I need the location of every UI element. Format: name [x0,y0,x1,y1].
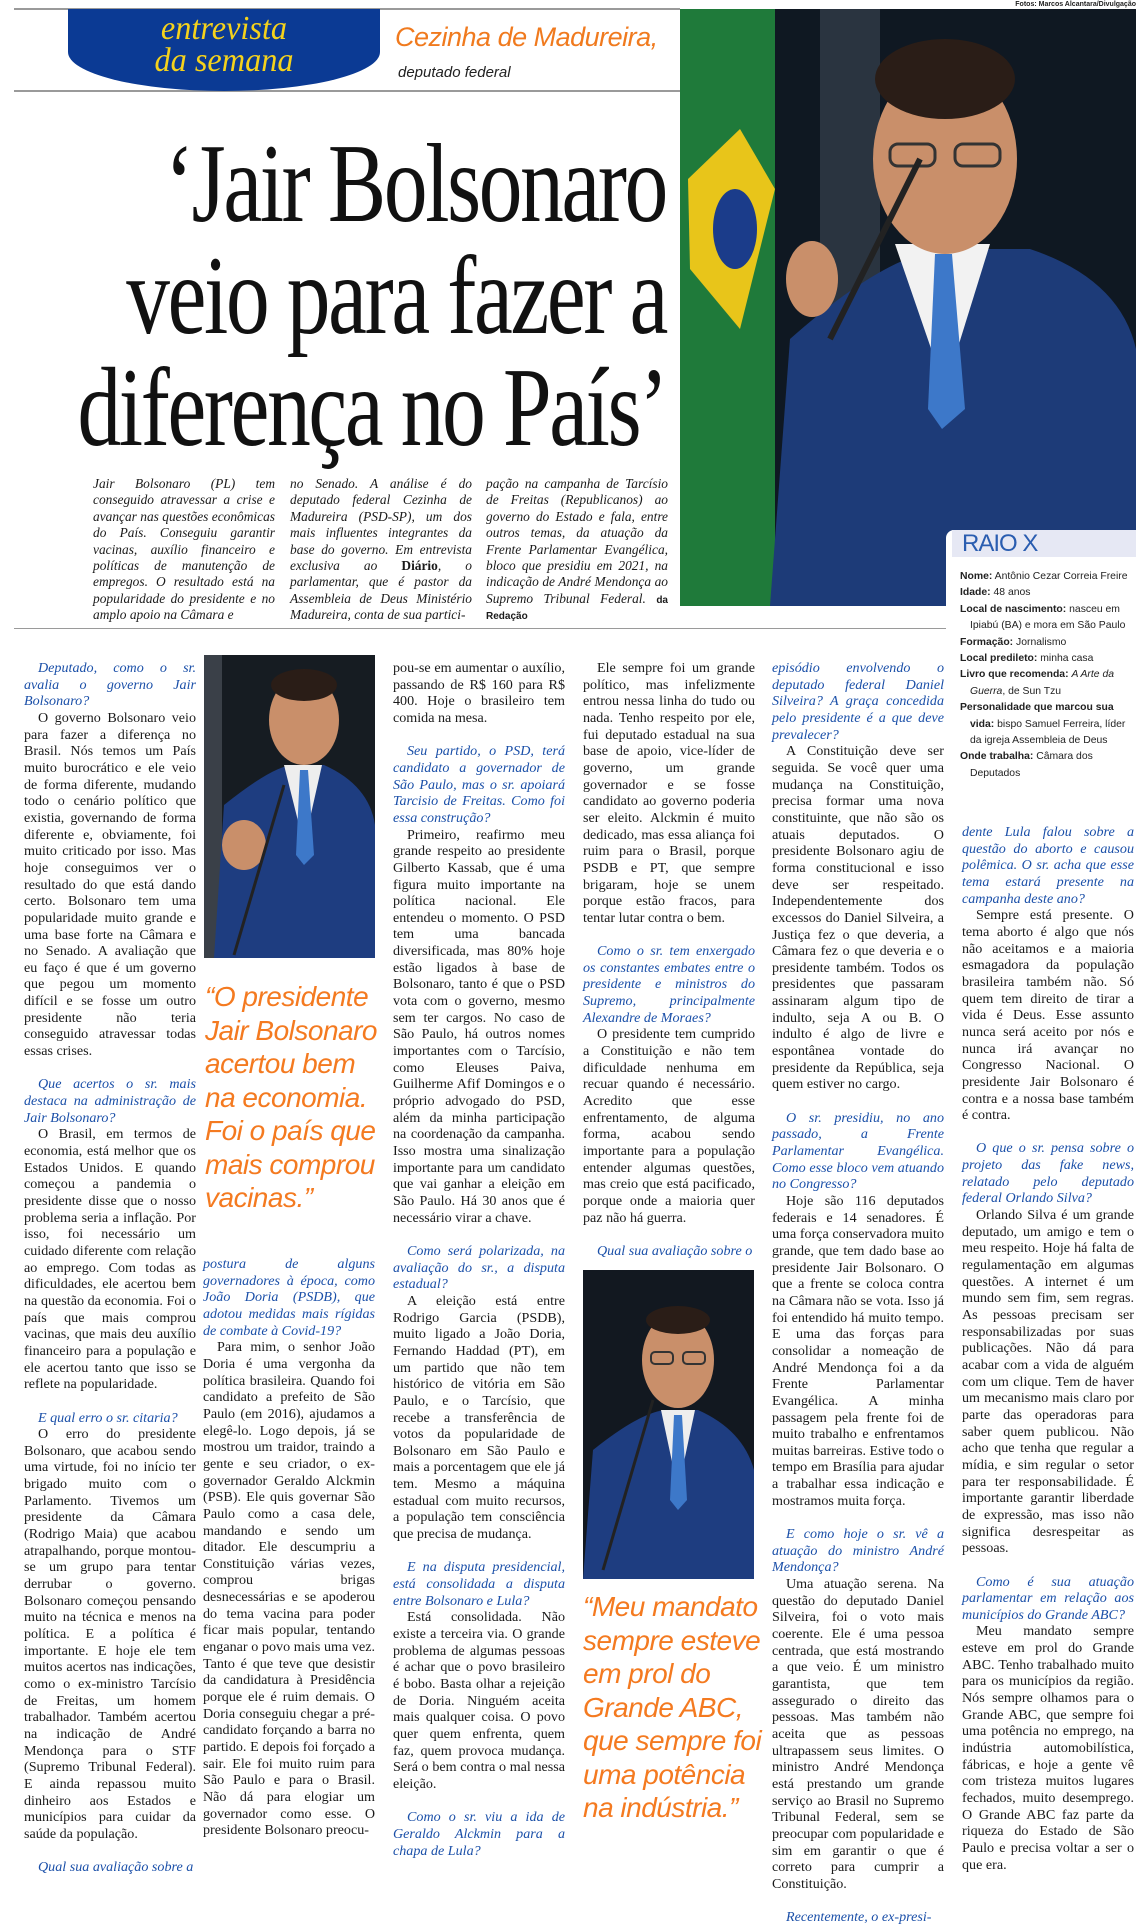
interview-answer: O governo Bolsonaro veio para fazer a diferença no Brasil. Nós temos um País muito burocrático e ele veio de forma diferente, mudando todo o cenário político que existia, governando de forma diferente e, obviamente, foi muito criticado por isso. Mas hoje conseguimos ver o resultado do que está dando certo. Bolsonaro tem uma popularidade muito grande e uma base forte na Câmara e no Senado. A avaliação que eu faço é que é um governo que pegou um momento difícil e se fosse um outro presidente não teria conseguido atravessar todas essas crises. [24,709,196,1060]
raio-x-item [952,651,1136,667]
interview-answer: Primeiro, reafirmo meu grande respeito ao presidente Gilberto Kassab, que é uma figura muito importante na política nacional. Ele entendeu o momento. O PSD tem uma bancada diversificada, mas 80% hoje estão ligados à base de Bolsonaro, tanto é que o PSD vota com o governo, mesmo sem ter cargos. No caso de São Paulo, há outros nomes importantes com o Tarcísio, como Eleuses Paiva, Guilherme Afif Domingos e o próprio advogado do PSD, além da minha participação na coordenação da campanha. Isso mostra uma sinalização importante para um candidato que vai ganhar a eleição em São Paulo. Há 30 anos que é necessário virar a chave. [393,826,565,1226]
interview-question: Qual sua avaliação sobre a [38,1859,194,1876]
section-badge [68,9,380,91]
interview-answer: Orlando Silva é um grande deputado, um amigo e tem o meu respeito. Hoje há falta de regulamentação em algumas questões. A internet é um mundo sem fim, sem regras. As pessoas precisam ser responsabilizadas por suas publicações. Não dá para acabar com a vida de alguém com um clique. Tem de haver um mecanismo mais claro por parte das operadoras para saber quem publicou. Não acho que tenha que regular a mídia, e sim regular o setor para ter responsabilidade. É importante garantir liberdade de expressão, mas isso não significa desrespeitar as pessoas. [962,1207,1134,1557]
raio-x-item [952,635,1136,651]
raio-x-value: Jornalismo [1016,636,1067,648]
newspaper-name: Diário [401,558,438,574]
raio-x-label: Local de nascimento: [960,603,1067,615]
raio-x-item [952,667,1136,700]
raio-x-item [952,585,1136,601]
headline-line: ‘Jair Bolsonaro [164,122,666,246]
raio-x-value: minha casa [1040,653,1094,665]
interview-answer: Hoje são 116 deputados federais e 14 senadores. É uma força conservadora muito grande, que tem dado base ao presidente Jair Bolsonaro. O que a frente se coloca contra na Câmara não se vota. Isso já foi entendido há muito tempo. E uma das forças para consolidar a nomeação de André Mendonça foi a da Frente Parlamentar Evangélica. A minha passagem pela frente foi de muito trabalho e enfrentamos muitas barreiras. Estive todo o tempo em Brasília para ajudar a trabalhar essa indicação e mostramos muita força. [772,1192,944,1509]
raio-x-label: Personalidade que marcou sua vida: [960,702,1114,730]
article-column-3 [393,660,565,1859]
interview-question: E qual erro o sr. citaria? [38,1409,178,1426]
pull-quote: “O presidente Jair Bolsonaro acertou bem na economia. Foi o país que mais comprou vacinas.” [205,981,377,1213]
intro-text: no Senado. A análise é do deputado federal Cezinha de Madureira (PSD-SP), um dos mais influentes integrantes da base do governo. Em entrevista exclusiva ao [290,476,472,574]
raio-x-label: Formação: [960,636,1014,648]
interview-answer: pou-se em aumentar o auxílio, passando de R$ 160 para R$ 400. Hoje o brasileiro tem comida na mesa. [393,660,565,726]
interview-question: O que o sr. pensa sobre o projeto das fake news, relatado pelo deputado federal Orlando Silva? [962,1140,1134,1207]
raio-x-item [952,749,1136,782]
raio-x-book-title: A Arte da Guerra [970,669,1114,697]
headline-line: veio para fazer a [126,234,666,358]
section-line-2: da semana [154,42,294,79]
headline [0,122,666,470]
raio-x-label: Onde trabalha: [960,751,1034,763]
intro-text: Jair Bolsonaro (PL) tem conseguido atravessar a crise e avançar nas questões econômicas do País. Conseguiu garantir vacinas, auxílio financeiro e políticas de manutenção de empregos. O resultado está na popularidade do presidente e no amplo apoio na Câmara e [93,476,275,623]
raio-x-label: Idade: [960,587,991,599]
interview-answer: O erro do presidente Bolsonaro, que acabou sendo uma virtude, foi no início ter brigado muito com o Parlamento. Tivemos um presidente da Câmara (Rodrigo Maia) que acabou atrapalhando, porque montou-se um grupo para tentar derrubar o governo. Bolsonaro começou pensando muito na técnica e menos na política. E a política é importante. E hoje ele tem muitos acertos nas indicações, como o ex-ministro Tarcísio de Freitas, um homem trabalhador. Também acertou na indicação de André Mendonça para o STF (Supremo Tribunal Federal). E ainda repassou muito dinheiro aos Estados e municípios para cuidar da saúde da população. [24,1426,196,1842]
byline: da Redação [486,594,668,623]
raio-x-item [952,569,1136,585]
raio-x-value: 48 anos [993,587,1031,599]
header-rule [14,90,680,92]
interview-answer: Ele sempre foi um grande político, mas infelizmente entrou nessa linha do tudo ou nada. Tenho respeito por ele, fui deputado estadual na sua base de apoio, vice-líder de governo, um grande governador e se fosse candidato ao governo poderia ser eleito. Alckmin é muito dedicado, mas essa aliança foi ruim para o Brasil, porque PSDB e PT, que sempre brigaram, hoje se unem porque estão fracos, para tentar lutar contra o bem. [583,660,755,926]
raio-x-value: , de Sun Tzu [1002,685,1062,697]
main-photo [680,9,1136,606]
interviewee-role: deputado federal [398,64,511,81]
interview-question: Qual sua avaliação sobre o [597,1242,753,1259]
interview-answer: O Brasil, em termos de economia, está melhor que os Estados Unidos. E quando começou a pandemia o presidente disse que o nosso problema seria a inflação. Por isso, foi necessário um cuidado diferente com relação ao emprego. Com todas as dificuldades, ele acertou bem na questão da economia. Foi o país que mais comprou vacinas, que mais deu auxílio financeiro para a população e ele acertou tanto que isso se reflete na popularidade. [24,1126,196,1393]
interview-answer: Meu mandato sempre esteve em prol do Grande ABC. Tenho trabalhado muito para os municípios da região. Nós sempre olhamos para o Grande ABC, que sempre foi uma potência no emprego, na indústria automobilística, fábricas, e hoje a gente vê com tristeza muitos lugares fechados, muito desemprego. O Grande ABC faz parte da riqueza do Estado de São Paulo e precisa voltar a ser o que era. [962,1623,1134,1873]
section-line-1: entrevista [160,10,288,47]
interview-question: Como é sua atuação parlamentar em relação aos municípios do Grande ABC? [962,1573,1134,1623]
raio-x-value: nasceu em Ipiabú (BA) e mora em São Paulo [970,603,1126,632]
raio-x-box [946,530,1136,806]
interview-answer: A Constituição deve ser seguida. Se você quer uma mudança na Constituição, precisa formar uma nova constituinte, que não são os atuais deputados. O presidente Bolsonaro agiu de forma constitucional e isso deve ser respeitado. Independentemente dos excessos do Daniel Silveira, a Justiça fez o que deveria, a Câmara fez o que deveria e o presidente também. Todos os presidentes que passaram assinaram algum tipo de indulto, seja A ou B. O indulto é algo de livre e espontânea vontade do presidente da República, seja quem estiver no cargo. [772,743,944,1093]
raio-x-label: Local predileto: [960,653,1038,665]
interview-question: episódio envolvendo o deputado federal Daniel Silveira? A graça concedida pelo presidente é a que deve prevalecer? [772,660,944,743]
article-column-6 [962,824,1134,1873]
raio-x-item [952,602,1136,635]
raio-x-list [946,569,1136,782]
raio-x-item [952,700,1136,749]
interview-question: dente Lula falou sobre a questão do aborto e causou polêmica. O sr. acha que esse tema estará presente na campanha deste ano? [962,824,1134,907]
article-column-5 [772,660,944,1926]
interview-answer: O presidente tem cumprido a Constituição e não tem dificuldade nenhuma em recuar quando é necessário. Acredito que esse enfrentamento, de alguma forma, acabou sendo importante para a população entender algumas questões, mas creio que está pacificado, porque onde a maioria quer paz não há guerra. [583,1026,755,1226]
photo-credit: Fotos: Marcos Alcantara/Divulgação [1015,1,1136,8]
deputy-photo-2 [583,1270,754,1579]
interview-answer: A eleição está entre Rodrigo Garcia (PSDB), muito ligado a João Doria, Fernando Haddad (PT), em um partido que não tem histórico de vitória em São Paulo, e o Tarcísio, que recebe a transferência de votos da popularidade de Bolsonaro em São Paulo e mais a porcentagem que ele já tem. Mesmo a máquina estadual com muito recursos, a população tem consciência que precisa de mudança. [393,1292,565,1543]
intro-column [290,476,472,624]
pull-quote: “Meu mandato sempre esteve em prol do Grande ABC, que sempre foi uma potência na indústria.” [583,1591,762,1823]
intro-text: , o parlamentar, que é pastor da Assembleia de Deus Ministério Madureira, conta de sua partici- [290,558,472,623]
headline-line: diferença no País’ [77,346,666,470]
article-column-4 [583,660,755,1260]
intro-column [93,476,275,624]
interview-question: Como será polarizada, na avaliação do sr., a disputa estadual? [393,1242,565,1293]
interview-answer: Para mim, o senhor João Doria é uma vergonha da política brasileira. Quando foi candidato a prefeito de São Paulo (em 2016), ajudamos a elegê-lo. Logo depois, já se mostrou um traidor, traindo a gente e seu criador, o ex-governador Geraldo Alckmin (PSB). Ele quis governar São Paulo como a casa dele, mandando e sendo um ditador. Ele descumpriu a Constituição várias vezes, comprou brigas desnecessárias e se apoderou do tema vacina para poder ficar mais popular, tentando enganar o povo mais uma vez. Tanto é que teve que desistir da candidatura à Presidência porque ele é ruim demais. O Doria conseguiu chegar a pré-candidato forçando a barra no partido. E depois foi forçado a sair. Ele foi muito ruim para São Paulo e para o Brasil. Não dá para elogiar um governador como esse. O presidente Bolsonaro preocu- [203,1339,375,1839]
interview-question: O sr. presidiu, no ano passado, a Frente Parlamentar Evangélica. Como esse bloco vem atuando no Congresso? [772,1109,944,1193]
raio-x-value: bispo Samuel Ferreira, líder da igreja Assembleia de Deus [970,718,1126,747]
interview-answer: Está consolidada. Não existe a terceira via. O grande problema de algumas pessoas é achar que o povo brasileiro é bobo. Basta olhar a rejeição de Doria. Ninguém aceita mais qualquer coisa. O povo quer quem enfrenta, quem faz, quem provoca mudança. Será o bem contra o mal nessa eleição. [393,1609,565,1792]
interviewee-name: Cezinha de Madureira, [395,22,658,52]
interview-answer: Uma atuação serena. Na questão do deputado Daniel Silveira, foi o voto mais coerente. Ele é uma pessoa centrada, que está mostrando a que veio. É um ministro garantista, que tem assegurado o direito das pessoas. Mas também não aceita que as pessoas ultrapassem seus limites. O ministro André Mendonça está prestando um grande serviço ao Brasil no Supremo Tribunal Federal, sem se preocupar com popularidade e sim em garantir o que é correto para cumprir a Constituição. [772,1576,944,1892]
interview-question: Como o sr. tem enxergado os constantes embates entre o presidente e ministros do Supremo, principalmente Alexandre de Moraes? [583,943,755,1026]
article-column-2 [203,1256,375,1839]
interview-question: Que acertos o sr. mais destaca na administração de Jair Bolsonaro? [24,1076,196,1126]
raio-x-label: Nome: [960,571,993,582]
raio-x-label: Livro que recomenda: [960,669,1069,681]
interview-question: E na disputa presidencial, está consolidada a disputa entre Bolsonaro e Lula? [393,1559,565,1609]
interview-question: Como o sr. viu a ida de Geraldo Alckmin para a chapa de Lula? [393,1809,565,1859]
interview-answer: Sempre está presente. O tema aborto é algo que nós não aceitamos e a maioria esmagadora da população brasileira também não. Só quem tem direito de tirar a vida é Deus. Esse assunto nunca será aceito por nós e nunca irá avançar no Congresso Nacional. O presidente Jair Bolsonaro é contra e a nossa base também é contra. [962,907,1134,1124]
raio-x-title: RAIO X [952,530,1136,557]
interview-question: Recentemente, o ex-presi- [786,1909,932,1926]
interview-question: Deputado, como o sr. avalia o governo Jair Bolsonaro? [24,660,196,710]
interview-question: E como hoje o sr. vê a atuação do ministro André Mendonça? [772,1526,944,1576]
intro-column [486,476,668,624]
raio-x-value: Antônio Cezar Correia Freire [994,571,1128,582]
article-column-1 [24,660,196,1876]
deputy-photo-1 [204,655,375,958]
interview-question: Seu partido, o PSD, terá candidato a governador de São Paulo, mas o sr. apoiará Tarcisio de Freitas. Como foi essa construção? [393,743,565,826]
raio-x-value: Câmara dos Deputados [970,751,1093,779]
intro-text: pação na campanha de Tarcísio de Freitas (Republicanos) ao governo do Estado e fala, entre outros temas, da atuação da Frente Parlamentar Evangélica, bloco que presidiu em 2021, na indicação de André Mendonça ao Supremo Tribunal Federal. [486,476,668,606]
interview-question: postura de alguns governadores à época, como João Doria (PSDB), que adotou medidas mais rígidas de combate à Covid-19? [203,1256,375,1339]
